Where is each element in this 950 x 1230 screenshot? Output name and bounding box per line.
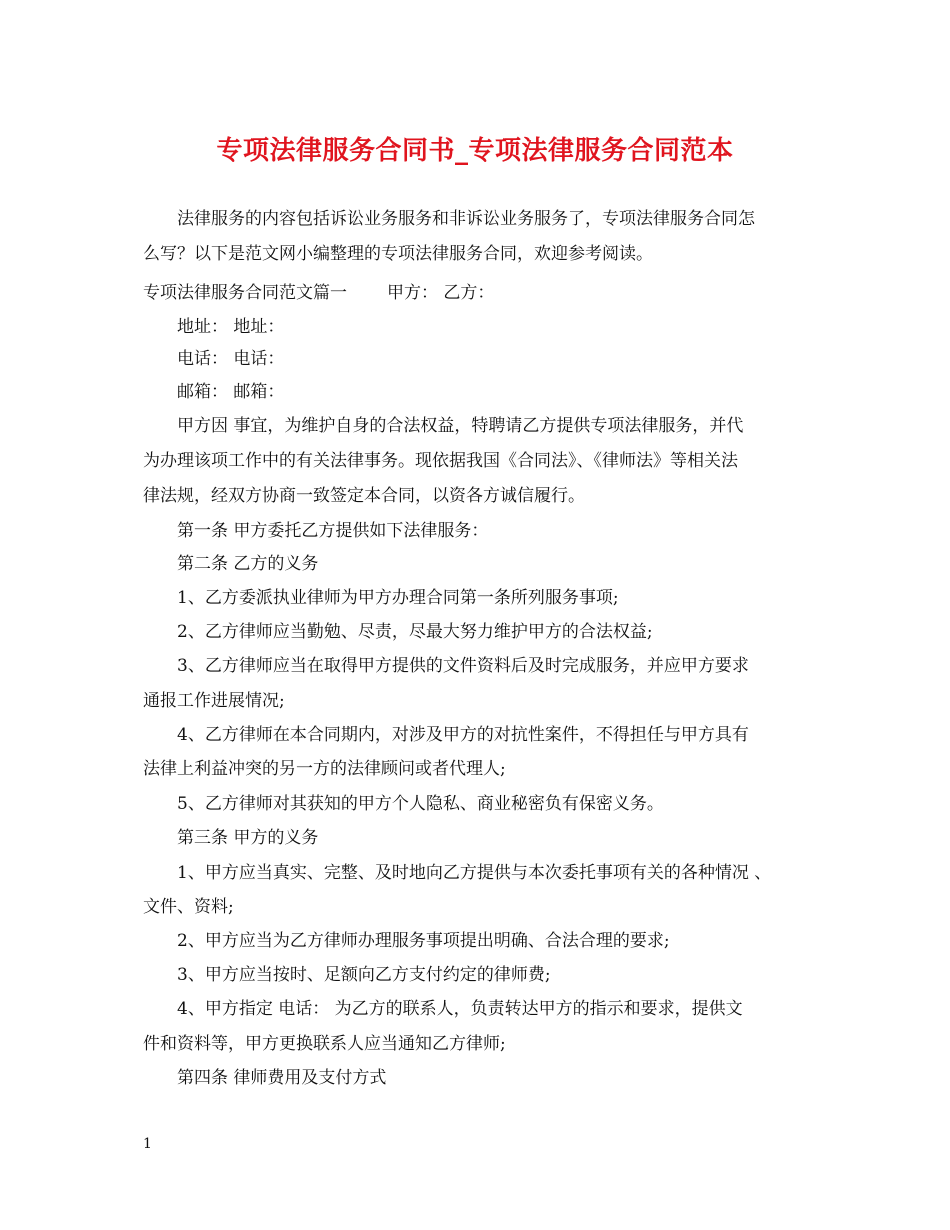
- address-line: 地址： 地址：: [177, 317, 285, 337]
- clause-line: 3、甲方应当按时、足额向乙方支付约定的律师费;: [177, 965, 551, 985]
- article-heading: 第三条 甲方的义务: [177, 828, 319, 848]
- article-heading: 第一条 甲方委托乙方提供如下法律服务：: [177, 521, 489, 541]
- clause-line: 件和资料等，甲方更换联系人应当通知乙方律师;: [143, 1034, 506, 1054]
- preamble-line: 为办理该项工作中的有关法律事务。现依据我国《合同法》、《律师法》等相关法: [143, 451, 738, 471]
- clause-line: 法律上利益冲突的另一方的法律顾问或者代理人;: [143, 759, 506, 779]
- preamble-line: 甲方因 事宜，为维护自身的合法权益，特聘请乙方提供专项法律服务，并代: [177, 416, 744, 436]
- section-heading-row: [143, 282, 494, 304]
- phone-line: 电话： 电话：: [177, 349, 285, 369]
- article-heading: 第二条 乙方的义务: [177, 554, 319, 574]
- clause-line: 通报工作进展情况;: [143, 691, 285, 711]
- page-number: 1: [143, 1136, 152, 1152]
- clause-line: 1、乙方委派执业律师为甲方办理合同第一条所列服务事项;: [177, 588, 619, 608]
- clause-line: 4、甲方指定 电话： 为乙方的联系人，负责转达甲方的指示和要求，提供文: [177, 999, 743, 1019]
- section-heading: 专项法律服务合同范文篇一: [143, 283, 347, 303]
- clause-line: 1、甲方应当真实、完整、及时地向乙方提供与本次委托事项有关的各种情况 、: [177, 863, 772, 883]
- clause-line: 5、乙方律师对其获知的甲方个人隐私、商业秘密负有保密义务。: [177, 794, 664, 814]
- clause-line: 2、乙方律师应当勤勉、尽责，尽最大努力维护甲方的合法权益;: [177, 622, 653, 642]
- parties-line: 甲方： 乙方：: [387, 283, 495, 303]
- document-title: 专项法律服务合同书_专项法律服务合同范本: [216, 136, 734, 166]
- clause-line: 2、甲方应当为乙方律师办理服务事项提出明确、合法合理的要求;: [177, 931, 670, 951]
- email-line: 邮箱： 邮箱：: [177, 382, 285, 402]
- clause-line: 4、乙方律师在本合同期内，对涉及甲方的对抗性案件，不得担任与甲方具有: [177, 725, 749, 745]
- article-heading: 第四条 律师费用及支付方式: [177, 1068, 387, 1088]
- preamble-line: 律法规，经双方协商一致签定本合同，以资各方诚信履行。: [143, 486, 585, 506]
- intro-line: 么写？以下是范文网小编整理的专项法律服务合同，欢迎参考阅读。: [143, 244, 653, 264]
- clause-line: 3、乙方律师应当在取得甲方提供的文件资料后及时完成服务，并应甲方要求: [177, 656, 749, 676]
- intro-line: 法律服务的内容包括诉讼业务服务和非诉讼业务服务了，专项法律服务合同怎: [177, 209, 755, 229]
- clause-line: 文件、资料;: [143, 897, 234, 917]
